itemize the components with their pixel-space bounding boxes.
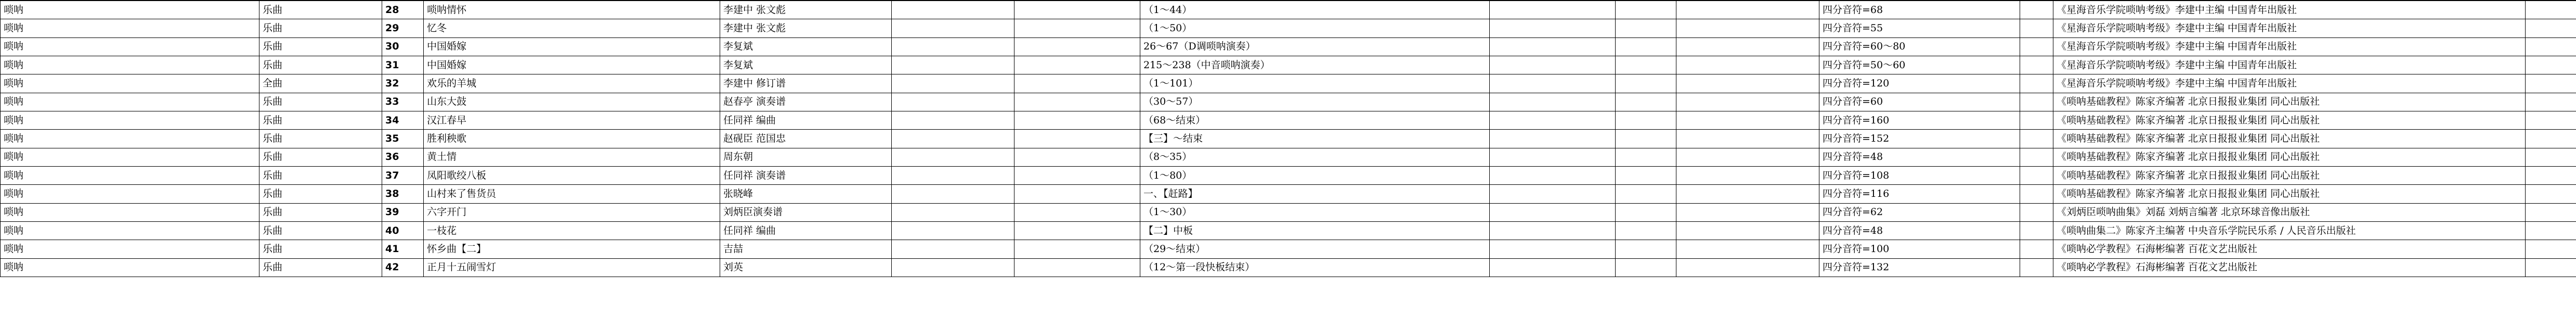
table-cell[interactable]: 赵砚臣 范国忠 <box>720 130 892 148</box>
table-cell[interactable] <box>1014 56 1140 74</box>
table-cell[interactable] <box>2526 74 2576 93</box>
table-cell[interactable] <box>2526 222 2576 240</box>
table-cell[interactable] <box>1490 203 1616 221</box>
table-row <box>1 1 2576 19</box>
table-cell[interactable] <box>892 74 1014 93</box>
table-cell[interactable] <box>1676 240 1819 258</box>
table-cell[interactable] <box>1676 130 1819 148</box>
table-cell[interactable]: 山东大鼓 <box>424 93 720 111</box>
table-cell[interactable]: 四分音符=60 <box>1819 93 2020 111</box>
table-cell[interactable]: 《唢呐基础教程》陈家齐编著 北京日报报业集团 同心出版社 <box>2053 111 2526 130</box>
table-row <box>1 167 2576 185</box>
table-cell[interactable] <box>2526 203 2576 221</box>
table-cell[interactable]: 40 <box>382 222 424 240</box>
table-cell[interactable]: 《星海音乐学院唢呐考级》李建中主编 中国青年出版社 <box>2053 1 2526 19</box>
table-cell[interactable]: 任同祥 编曲 <box>720 222 892 240</box>
table-cell[interactable]: 乐曲 <box>259 130 382 148</box>
table-cell[interactable]: 《星海音乐学院唢呐考级》李建中主编 中国青年出版社 <box>2053 56 2526 74</box>
table-cell[interactable]: 唢呐 <box>1 19 259 37</box>
table-cell[interactable] <box>1676 19 1819 37</box>
table-cell[interactable] <box>1676 258 1819 277</box>
table-cell[interactable]: 唢呐 <box>1 1 259 19</box>
table-cell[interactable] <box>1490 37 1616 56</box>
table-cell[interactable] <box>2526 148 2576 166</box>
table-cell[interactable] <box>2526 37 2576 56</box>
table-cell[interactable]: （8～35） <box>1140 148 1490 166</box>
table-cell[interactable]: 乐曲 <box>259 148 382 166</box>
table-cell[interactable]: 李建中 张文彪 <box>720 1 892 19</box>
table-cell[interactable]: 39 <box>382 203 424 221</box>
table-cell[interactable] <box>2020 93 2053 111</box>
table-cell[interactable] <box>2526 111 2576 130</box>
table-cell[interactable] <box>1490 19 1616 37</box>
table-cell[interactable]: 唢呐 <box>1 185 259 203</box>
table-cell[interactable] <box>1676 222 1819 240</box>
table-cell[interactable]: （1～80） <box>1140 167 1490 185</box>
table-cell[interactable]: 唢呐 <box>1 203 259 221</box>
table-cell[interactable]: 37 <box>382 167 424 185</box>
table-cell[interactable] <box>2020 56 2053 74</box>
table-cell[interactable] <box>892 1 1014 19</box>
table-cell[interactable] <box>1616 93 1676 111</box>
table-cell[interactable] <box>1676 93 1819 111</box>
table-row <box>1 222 2576 240</box>
table-cell[interactable] <box>2020 258 2053 277</box>
table-cell[interactable]: 四分音符=48 <box>1819 222 2020 240</box>
table-cell[interactable]: 乐曲 <box>259 56 382 74</box>
table-cell[interactable]: 怀乡曲【二】 <box>424 240 720 258</box>
table-row <box>1 111 2576 130</box>
table-cell[interactable] <box>1676 148 1819 166</box>
table-cell[interactable]: 《唢呐基础教程》陈家齐编著 北京日报报业集团 同心出版社 <box>2053 167 2526 185</box>
table-cell[interactable] <box>1490 222 1616 240</box>
table-cell[interactable]: 正月十五闹雪灯 <box>424 258 720 277</box>
table-cell[interactable] <box>1490 93 1616 111</box>
table-cell[interactable] <box>2020 167 2053 185</box>
table-row <box>1 258 2576 277</box>
table-cell[interactable]: 《星海音乐学院唢呐考级》李建中主编 中国青年出版社 <box>2053 74 2526 93</box>
table-cell[interactable]: 四分音符=132 <box>1819 258 2020 277</box>
table-cell[interactable]: 张晓峰 <box>720 185 892 203</box>
table-cell[interactable]: （30～57） <box>1140 93 1490 111</box>
table-cell[interactable]: 《唢呐必学教程》石海彬编著 百花文艺出版社 <box>2053 240 2526 258</box>
table-cell[interactable] <box>1616 56 1676 74</box>
table-cell[interactable] <box>1014 19 1140 37</box>
table-row <box>1 148 2576 166</box>
table-cell[interactable]: （1～44） <box>1140 1 1490 19</box>
table-cell[interactable]: 乐曲 <box>259 222 382 240</box>
table-cell[interactable]: 乐曲 <box>259 167 382 185</box>
table-cell[interactable]: 《唢呐基础教程》陈家齐编著 北京日报报业集团 同心出版社 <box>2053 93 2526 111</box>
table-cell[interactable]: 唢呐 <box>1 93 259 111</box>
table-cell[interactable]: 28 <box>382 1 424 19</box>
table-cell[interactable]: 乐曲 <box>259 240 382 258</box>
table-cell[interactable]: 35 <box>382 130 424 148</box>
table-row <box>1 185 2576 203</box>
table-cell[interactable] <box>1014 111 1140 130</box>
table-cell[interactable] <box>2526 240 2576 258</box>
table-cell[interactable] <box>1014 185 1140 203</box>
table-cell[interactable] <box>1014 222 1140 240</box>
table-cell[interactable] <box>2020 111 2053 130</box>
table-cell[interactable]: 胜利秧歌 <box>424 130 720 148</box>
table-cell[interactable]: 四分音符=60～80 <box>1819 37 2020 56</box>
table-cell[interactable]: 乐曲 <box>259 37 382 56</box>
table-cell[interactable] <box>1014 203 1140 221</box>
table-cell[interactable] <box>892 56 1014 74</box>
table-cell[interactable]: 四分音符=68 <box>1819 1 2020 19</box>
table-cell[interactable]: 刘英 <box>720 258 892 277</box>
table-cell[interactable] <box>1014 258 1140 277</box>
table-cell[interactable] <box>1616 167 1676 185</box>
table-cell[interactable] <box>1676 1 1819 19</box>
table-cell[interactable] <box>1616 37 1676 56</box>
table-cell[interactable] <box>1616 185 1676 203</box>
table-cell[interactable]: 任同祥 演奏谱 <box>720 167 892 185</box>
table-cell[interactable] <box>2020 203 2053 221</box>
table-cell[interactable]: 唢呐 <box>1 167 259 185</box>
table-cell[interactable] <box>1616 111 1676 130</box>
table-cell[interactable]: 李建中 张文彪 <box>720 19 892 37</box>
table-cell[interactable]: 唢呐情怀 <box>424 1 720 19</box>
table-cell[interactable] <box>892 222 1014 240</box>
table-cell[interactable]: 唢呐 <box>1 240 259 258</box>
table-cell[interactable]: 中国婚嫁 <box>424 56 720 74</box>
table-cell[interactable]: 【三】～结束 <box>1140 130 1490 148</box>
table-cell[interactable]: 四分音符=160 <box>1819 111 2020 130</box>
table-cell[interactable]: 31 <box>382 56 424 74</box>
table-cell[interactable] <box>892 167 1014 185</box>
table-cell[interactable] <box>1676 111 1819 130</box>
table-cell[interactable] <box>2526 185 2576 203</box>
table-cell[interactable]: 四分音符=50～60 <box>1819 56 2020 74</box>
table-cell[interactable]: 唢呐 <box>1 222 259 240</box>
table-cell[interactable]: 《星海音乐学院唢呐考级》李建中主编 中国青年出版社 <box>2053 19 2526 37</box>
table-cell[interactable] <box>2526 93 2576 111</box>
table-cell[interactable]: 李复斌 <box>720 56 892 74</box>
table-cell[interactable] <box>1490 111 1616 130</box>
table-cell[interactable]: 42 <box>382 258 424 277</box>
table-cell[interactable]: 乐曲 <box>259 185 382 203</box>
table-cell[interactable] <box>1490 185 1616 203</box>
table-cell[interactable] <box>1616 222 1676 240</box>
table-cell[interactable] <box>2020 74 2053 93</box>
table-cell[interactable] <box>1676 203 1819 221</box>
table-cell[interactable] <box>1616 240 1676 258</box>
table-cell[interactable]: 汉江春早 <box>424 111 720 130</box>
table-cell[interactable]: 凤阳歌绞八板 <box>424 167 720 185</box>
table-cell[interactable] <box>1490 240 1616 258</box>
table-cell[interactable]: 四分音符=108 <box>1819 167 2020 185</box>
table-cell[interactable]: 四分音符=100 <box>1819 240 2020 258</box>
table-cell[interactable] <box>1616 19 1676 37</box>
table-cell[interactable] <box>1014 148 1140 166</box>
table-cell[interactable]: 山村来了售货员 <box>424 185 720 203</box>
table-cell[interactable] <box>2526 56 2576 74</box>
table-cell[interactable]: 《唢呐基础教程》陈家齐编著 北京日报报业集团 同心出版社 <box>2053 185 2526 203</box>
table-row <box>1 93 2576 111</box>
table-cell[interactable]: 一枝花 <box>424 222 720 240</box>
table-cell[interactable]: 唢呐 <box>1 37 259 56</box>
table-cell[interactable]: 任同祥 编曲 <box>720 111 892 130</box>
table-cell[interactable] <box>2526 258 2576 277</box>
table-row <box>1 37 2576 56</box>
table-cell[interactable]: 一、【赶路】 <box>1140 185 1490 203</box>
table-cell[interactable] <box>1676 74 1819 93</box>
table-cell[interactable] <box>1616 74 1676 93</box>
table-cell[interactable] <box>2526 167 2576 185</box>
table-cell[interactable]: 李建中 修订谱 <box>720 74 892 93</box>
table-cell[interactable]: 忆冬 <box>424 19 720 37</box>
table-cell[interactable] <box>1616 203 1676 221</box>
table-cell[interactable]: 30 <box>382 37 424 56</box>
table-cell[interactable]: 四分音符=116 <box>1819 185 2020 203</box>
table-cell[interactable]: 四分音符=152 <box>1819 130 2020 148</box>
table-cell[interactable] <box>1676 56 1819 74</box>
table-row <box>1 203 2576 221</box>
table-cell[interactable]: 黄土情 <box>424 148 720 166</box>
table-cell[interactable] <box>892 148 1014 166</box>
table-cell[interactable]: 33 <box>382 93 424 111</box>
table-cell[interactable]: 周东朝 <box>720 148 892 166</box>
table-cell[interactable]: 中国婚嫁 <box>424 37 720 56</box>
table-cell[interactable]: 全曲 <box>259 74 382 93</box>
table-cell[interactable]: 唢呐 <box>1 148 259 166</box>
table-cell[interactable] <box>1014 93 1140 111</box>
table-cell[interactable]: 乐曲 <box>259 93 382 111</box>
table-cell[interactable]: （29～结束） <box>1140 240 1490 258</box>
table-cell[interactable]: （1～50） <box>1140 19 1490 37</box>
table-cell[interactable] <box>1616 1 1676 19</box>
table-cell[interactable] <box>1014 167 1140 185</box>
table-cell[interactable] <box>2020 185 2053 203</box>
table-cell[interactable]: （68～结束） <box>1140 111 1490 130</box>
table-cell[interactable] <box>1676 167 1819 185</box>
table-cell[interactable]: 唢呐 <box>1 111 259 130</box>
table-cell[interactable] <box>892 240 1014 258</box>
table-cell[interactable] <box>1490 1 1616 19</box>
table-cell[interactable]: 38 <box>382 185 424 203</box>
table-row <box>1 19 2576 37</box>
table-cell[interactable]: 《唢呐基础教程》陈家齐编著 北京日报报业集团 同心出版社 <box>2053 148 2526 166</box>
table-cell[interactable]: 41 <box>382 240 424 258</box>
table-cell[interactable] <box>2526 19 2576 37</box>
table-cell[interactable] <box>1490 56 1616 74</box>
table-cell[interactable]: 吉喆 <box>720 240 892 258</box>
table-cell[interactable] <box>2020 19 2053 37</box>
table-cell[interactable] <box>2020 1 2053 19</box>
table-cell[interactable] <box>2526 1 2576 19</box>
table-cell[interactable]: 《唢呐必学教程》石海彬编著 百花文艺出版社 <box>2053 258 2526 277</box>
table-row <box>1 56 2576 74</box>
table-cell[interactable]: 26～67（D调唢呐演奏） <box>1140 37 1490 56</box>
table-cell[interactable] <box>2020 148 2053 166</box>
table-cell[interactable]: 29 <box>382 19 424 37</box>
table-cell[interactable]: 赵春亭 演奏谱 <box>720 93 892 111</box>
table-cell[interactable] <box>892 19 1014 37</box>
table-cell[interactable] <box>1490 258 1616 277</box>
table-cell[interactable]: 32 <box>382 74 424 93</box>
table-cell[interactable] <box>1014 130 1140 148</box>
table-cell[interactable] <box>1490 167 1616 185</box>
table-cell[interactable] <box>892 258 1014 277</box>
table-row <box>1 130 2576 148</box>
table-cell[interactable]: 【二】中板 <box>1140 222 1490 240</box>
table-cell[interactable]: 《星海音乐学院唢呐考级》李建中主编 中国青年出版社 <box>2053 37 2526 56</box>
table-cell[interactable]: 四分音符=48 <box>1819 148 2020 166</box>
table-cell[interactable]: 唢呐 <box>1 258 259 277</box>
table-cell[interactable]: 四分音符=62 <box>1819 203 2020 221</box>
table-cell[interactable] <box>1490 130 1616 148</box>
table-cell[interactable]: 乐曲 <box>259 203 382 221</box>
table-cell[interactable] <box>892 203 1014 221</box>
table-body <box>1 1 2576 277</box>
table-cell[interactable]: 六字开门 <box>424 203 720 221</box>
table-cell[interactable] <box>1014 240 1140 258</box>
table-cell[interactable] <box>2020 222 2053 240</box>
table-cell[interactable] <box>892 93 1014 111</box>
table-cell[interactable]: （1～101） <box>1140 74 1490 93</box>
table-cell[interactable] <box>1014 37 1140 56</box>
table-cell[interactable]: 《刘炳臣唢呐曲集》刘磊 刘炳言编著 北京环球音像出版社 <box>2053 203 2526 221</box>
table-cell[interactable]: 《唢呐基础教程》陈家齐编著 北京日报报业集团 同心出版社 <box>2053 130 2526 148</box>
table-cell[interactable] <box>1014 74 1140 93</box>
table-cell[interactable] <box>892 37 1014 56</box>
table-cell[interactable] <box>1616 130 1676 148</box>
table-cell[interactable] <box>2020 130 2053 148</box>
table-cell[interactable]: 215～238（中音唢呐演奏） <box>1140 56 1490 74</box>
table-cell[interactable] <box>1014 1 1140 19</box>
table-cell[interactable] <box>892 185 1014 203</box>
table-cell[interactable]: 乐曲 <box>259 19 382 37</box>
table-cell[interactable]: （12～第一段快板结束） <box>1140 258 1490 277</box>
table-cell[interactable]: 四分音符=120 <box>1819 74 2020 93</box>
table-cell[interactable]: 乐曲 <box>259 258 382 277</box>
table-cell[interactable] <box>892 111 1014 130</box>
table-cell[interactable] <box>1676 37 1819 56</box>
table-cell[interactable] <box>1676 185 1819 203</box>
table-cell[interactable]: 四分音符=55 <box>1819 19 2020 37</box>
table-cell[interactable] <box>1616 148 1676 166</box>
table-cell[interactable] <box>1616 258 1676 277</box>
table-cell[interactable] <box>2526 130 2576 148</box>
table-row <box>1 240 2576 258</box>
table-cell[interactable]: 李复斌 <box>720 37 892 56</box>
table-cell[interactable]: 唢呐 <box>1 130 259 148</box>
table-cell[interactable]: 34 <box>382 111 424 130</box>
table-cell[interactable]: 欢乐的羊城 <box>424 74 720 93</box>
table-cell[interactable]: 唢呐 <box>1 74 259 93</box>
table-cell[interactable]: 唢呐 <box>1 56 259 74</box>
table-cell[interactable]: 36 <box>382 148 424 166</box>
table-cell[interactable]: 《唢呐曲集二》陈家齐主编著 中央音乐学院民乐系 / 人民音乐出版社 <box>2053 222 2526 240</box>
table-row <box>1 74 2576 93</box>
table-cell[interactable] <box>892 130 1014 148</box>
table-cell[interactable] <box>2020 37 2053 56</box>
table-cell[interactable]: 乐曲 <box>259 1 382 19</box>
table-cell[interactable]: 刘炳臣演奏谱 <box>720 203 892 221</box>
table-cell[interactable] <box>1490 74 1616 93</box>
table-cell[interactable]: （1～30） <box>1140 203 1490 221</box>
table-cell[interactable] <box>2020 240 2053 258</box>
table-cell[interactable]: 乐曲 <box>259 111 382 130</box>
table-cell[interactable] <box>1490 148 1616 166</box>
